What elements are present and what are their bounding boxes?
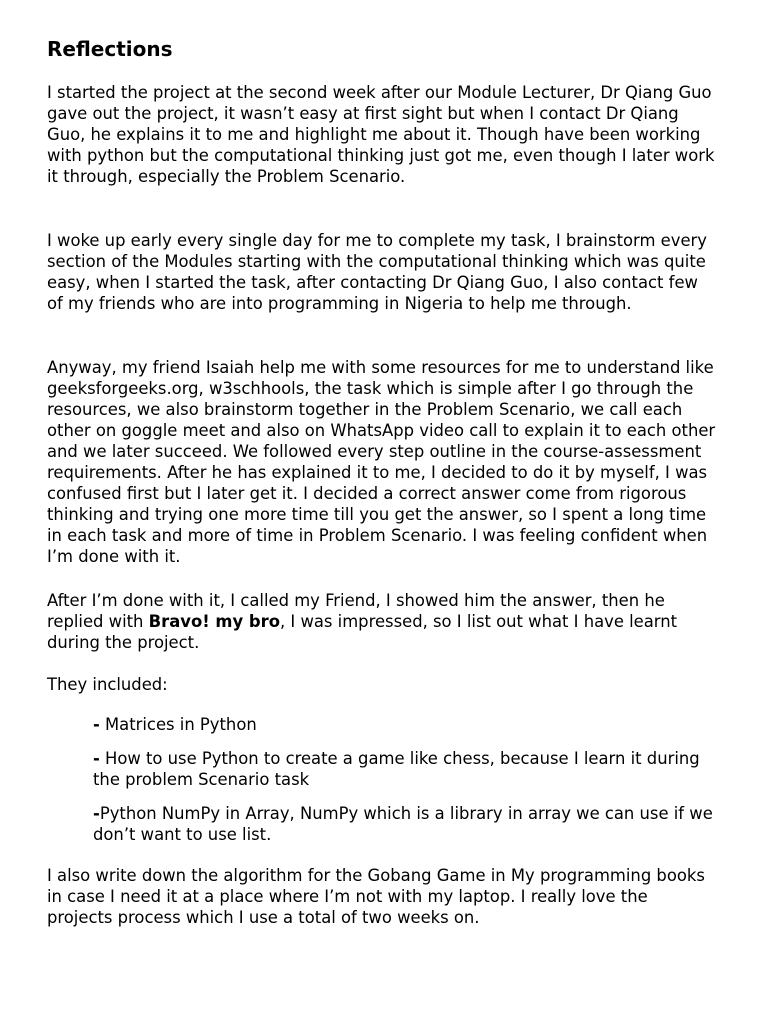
- paragraph-4-text-end: , I was impressed, so I list out what I have learnt during the project.: [47, 612, 678, 652]
- list-item-text: How to use Python to create a game like chess, because I learn it during the problem Scenario task: [93, 749, 700, 789]
- paragraph-4: [47, 590, 717, 653]
- list-item-text: Matrices in Python: [99, 715, 257, 734]
- list-item: [93, 803, 718, 845]
- paragraph-3: Anyway, my friend Isaiah help me with some resources for me to understand like geeksforgeeks.org, w3schhools, the task which is simple after I go through the resources, we also brainstorm together in the Problem Scenario, we call each other on goggle meet and also on WhatsApp video call to explain it to each other and we later succeed. We followed every step outline in the course-assessment requirements. After he has explained it to me, I decided to do it by myself, I was confused first but I later get it. I decided a correct answer come from rigorous thinking and trying one more time till you get the answer, so I spent a long time in each task and more of time in Problem Scenario. I was feeling confident when I’m done with it.: [47, 358, 716, 566]
- list-item-text: Python NumPy in Array, NumPy which is a library in array we can use if we don’t want to use list.: [93, 804, 713, 844]
- paragraph-6: I also write down the algorithm for the Gobang Game in My programming books in case I need it at a place where I’m not with my laptop. I really love the projects process which I use a total of two weeks on.: [47, 866, 705, 927]
- paragraph-5: They included:: [47, 675, 168, 694]
- list-item: [93, 714, 718, 735]
- bullet-dash: -: [93, 715, 100, 734]
- paragraph-1: I started the project at the second week after our Module Lecturer, Dr Qiang Guo gave out the project, it wasn’t easy at first sight but when I contact Dr Qiang Guo, he explains it to me and highlight me about it. Though have been working with python but the computational thinking just got me, even though I later work it through, especially the Problem Scenario.: [47, 83, 715, 186]
- page-title: Reflections: [47, 37, 173, 61]
- paragraph-4-text-start: After I’m done with it, I called my Friend, I showed him the answer, then he replied with: [47, 591, 665, 631]
- list-item: [93, 748, 718, 790]
- paragraph-2: I woke up early every single day for me to complete my task, I brainstorm every section of the Modules starting with the computational thinking which was quite easy, when I started the task, after contacting Dr Qiang Guo, I also contact few of my friends who are into programming in Nigeria to help me through.: [47, 231, 707, 313]
- bullet-dash: -: [93, 804, 100, 823]
- paragraph-4-bold-text: Bravo! my bro: [148, 612, 280, 631]
- bullet-dash: -: [93, 749, 100, 768]
